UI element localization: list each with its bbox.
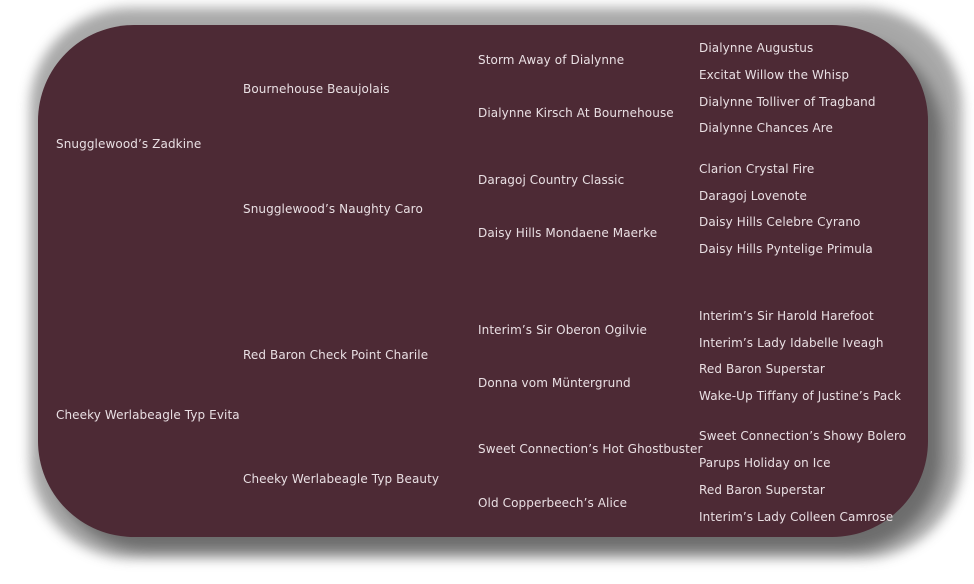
gen2-entry: Cheeky Werlabeagle Typ Beauty <box>243 472 440 486</box>
gen3-entry: Sweet Connection’s Hot Ghostbuster <box>478 442 703 456</box>
gen4-entry: Interim’s Sir Harold Harefoot <box>699 309 874 323</box>
gen3-entry: Daragoj Country Classic <box>478 173 625 187</box>
gen4-entry: Interim’s Lady Idabelle Iveagh <box>699 336 884 350</box>
gen3-entry: Storm Away of Dialynne <box>478 53 625 67</box>
gen3-entry: Dialynne Kirsch At Bournehouse <box>478 106 674 120</box>
gen4-entry: Wake-Up Tiffany of Justine’s Pack <box>699 389 902 403</box>
gen4-entry: Daragoj Lovenote <box>699 189 807 203</box>
gen4-entry: Interim’s Lady Colleen Camrose <box>699 510 894 524</box>
gen4-entry: Dialynne Augustus <box>699 41 814 55</box>
gen4-entry: Daisy Hills Pyntelige Primula <box>699 242 873 256</box>
gen2-entry: Bournehouse Beaujolais <box>243 82 390 96</box>
pedigree-panel <box>38 25 928 537</box>
gen4-entry: Excitat Willow the Whisp <box>699 68 850 82</box>
gen4-entry: Dialynne Chances Are <box>699 121 834 135</box>
gen3-entry: Daisy Hills Mondaene Maerke <box>478 226 658 240</box>
gen2-entry: Red Baron Check Point Charile <box>243 348 429 362</box>
gen2-entry: Snugglewood’s Naughty Caro <box>243 202 423 216</box>
gen4-entry: Daisy Hills Celebre Cyrano <box>699 215 861 229</box>
gen4-entry: Parups Holiday on Ice <box>699 456 831 470</box>
gen4-entry: Red Baron Superstar <box>699 483 825 497</box>
gen4-entry: Red Baron Superstar <box>699 362 825 376</box>
gen4-entry: Clarion Crystal Fire <box>699 162 815 176</box>
gen4-entry: Sweet Connection’s Showy Bolero <box>699 429 907 443</box>
gen4-entry: Dialynne Tolliver of Tragband <box>699 95 876 109</box>
gen1-sire: Snugglewood’s Zadkine <box>56 137 202 151</box>
gen3-entry: Old Copperbeech’s Alice <box>478 496 628 510</box>
gen3-entry: Interim’s Sir Oberon Ogilvie <box>478 323 647 337</box>
gen1-dam: Cheeky Werlabeagle Typ Evita <box>56 408 240 422</box>
gen3-entry: Donna vom Müntergrund <box>478 376 631 390</box>
